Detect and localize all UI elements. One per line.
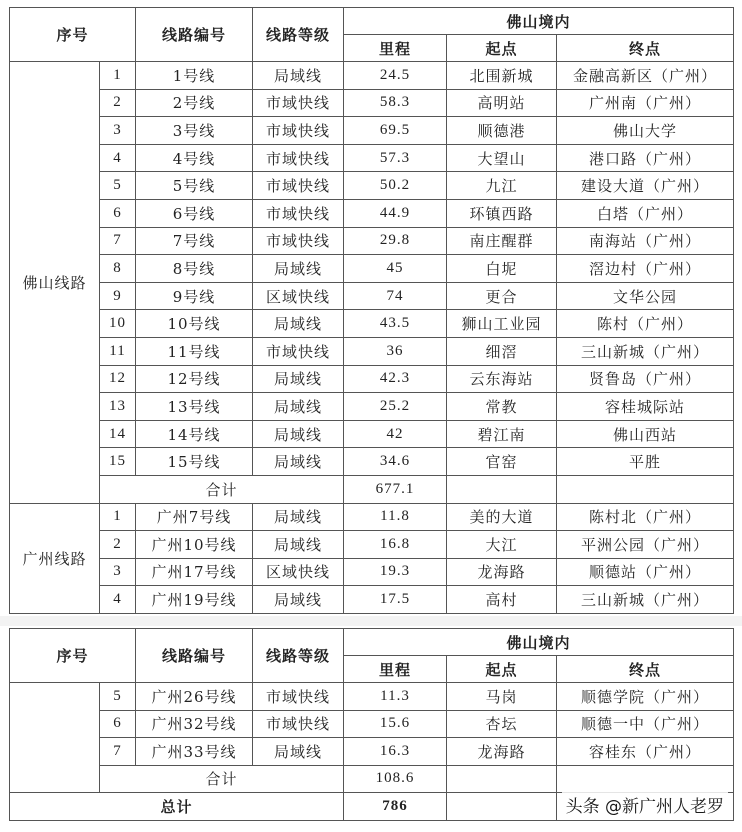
- table-row: [10, 448, 734, 476]
- row-mileage: 16.3: [344, 738, 447, 766]
- row-grade: 市域快线: [253, 710, 344, 738]
- table-row: [10, 710, 734, 738]
- watermark: 头条 @新广州人老罗: [562, 790, 728, 819]
- table-row: [10, 683, 734, 711]
- row-line-code: 15号线: [136, 448, 253, 476]
- row-seq: 8: [100, 255, 136, 283]
- table-row: [10, 738, 734, 766]
- row-line-code: 12号线: [136, 365, 253, 393]
- row-start: 高明站: [447, 89, 557, 117]
- row-line-code: 5号线: [136, 172, 253, 200]
- row-grade: 市域快线: [253, 337, 344, 365]
- row-line-code: 14号线: [136, 420, 253, 448]
- row-seq: 1: [100, 62, 136, 90]
- row-mileage: 45: [344, 255, 447, 283]
- row-grade: 局域线: [253, 255, 344, 283]
- row-end: 顺德一中（广州）: [557, 710, 734, 738]
- row-line-code: 广州32号线: [136, 710, 253, 738]
- header-grade: 线路等级: [253, 629, 344, 683]
- header-end: 终点: [557, 35, 734, 62]
- row-seq: 13: [100, 393, 136, 421]
- row-grade: 市域快线: [253, 144, 344, 172]
- row-mileage: 42: [344, 420, 447, 448]
- row-grade: 市域快线: [253, 117, 344, 145]
- row-seq: 2: [100, 531, 136, 559]
- row-mileage: 50.2: [344, 172, 447, 200]
- empty-cell: [557, 765, 734, 793]
- table-row: [10, 255, 734, 283]
- row-line-code: 广州7号线: [136, 503, 253, 531]
- row-mileage: 57.3: [344, 144, 447, 172]
- row-line-code: 7号线: [136, 227, 253, 255]
- row-seq: 15: [100, 448, 136, 476]
- row-seq: 7: [100, 738, 136, 766]
- row-grade: 局域线: [253, 586, 344, 614]
- grand-total-label: 总计: [10, 793, 344, 821]
- row-mileage: 11.8: [344, 503, 447, 531]
- header-end: 终点: [557, 656, 734, 683]
- row-start: 高村: [447, 586, 557, 614]
- row-end: 容桂东（广州）: [557, 738, 734, 766]
- table-row: [10, 310, 734, 338]
- row-grade: 市域快线: [253, 227, 344, 255]
- row-start: 更合: [447, 282, 557, 310]
- row-seq: 1: [100, 503, 136, 531]
- row-start: 大江: [447, 531, 557, 559]
- row-mileage: 44.9: [344, 199, 447, 227]
- row-end: 陈村（广州）: [557, 310, 734, 338]
- row-seq: 7: [100, 227, 136, 255]
- row-line-code: 4号线: [136, 144, 253, 172]
- header-line-code: 线路编号: [136, 8, 253, 62]
- header-line-code: 线路编号: [136, 629, 253, 683]
- header-mileage: 里程: [344, 656, 447, 683]
- table-row: [10, 365, 734, 393]
- table-row: [10, 282, 734, 310]
- row-mileage: 24.5: [344, 62, 447, 90]
- row-line-code: 广州26号线: [136, 683, 253, 711]
- subtotal-row: [10, 765, 734, 793]
- row-start: 美的大道: [447, 503, 557, 531]
- row-end: 佛山西站: [557, 420, 734, 448]
- row-start: 龙海路: [447, 558, 557, 586]
- row-start: 狮山工业园: [447, 310, 557, 338]
- empty-cell: [447, 475, 557, 503]
- page-break-gap: [0, 616, 742, 626]
- row-end: 贤鲁岛（广州）: [557, 365, 734, 393]
- row-seq: 10: [100, 310, 136, 338]
- row-mileage: 74: [344, 282, 447, 310]
- row-line-code: 9号线: [136, 282, 253, 310]
- row-line-code: 广州19号线: [136, 586, 253, 614]
- table-row: [10, 172, 734, 200]
- row-start: 大望山: [447, 144, 557, 172]
- row-mileage: 11.3: [344, 683, 447, 711]
- table-row: [10, 199, 734, 227]
- row-seq: 5: [100, 172, 136, 200]
- row-start: 九江: [447, 172, 557, 200]
- row-end: 顺德学院（广州）: [557, 683, 734, 711]
- row-start: 白坭: [447, 255, 557, 283]
- row-grade: 市域快线: [253, 172, 344, 200]
- row-mileage: 25.2: [344, 393, 447, 421]
- row-mileage: 19.3: [344, 558, 447, 586]
- subtotal-mileage: 677.1: [344, 475, 447, 503]
- row-start: 南庄醒群: [447, 227, 557, 255]
- empty-cell: [447, 765, 557, 793]
- table-row: [10, 420, 734, 448]
- row-mileage: 36: [344, 337, 447, 365]
- row-end: 建设大道（广州）: [557, 172, 734, 200]
- metro-lines-table-part1: [9, 7, 734, 614]
- row-line-code: 10号线: [136, 310, 253, 338]
- header-start: 起点: [447, 656, 557, 683]
- row-grade: 局域线: [253, 738, 344, 766]
- row-end: 南海站（广州）: [557, 227, 734, 255]
- group-label-continued: [10, 683, 100, 793]
- row-end: 容桂城际站: [557, 393, 734, 421]
- row-grade: 区域快线: [253, 558, 344, 586]
- row-end: 白塔（广州）: [557, 199, 734, 227]
- row-grade: 局域线: [253, 393, 344, 421]
- row-end: 陈村北（广州）: [557, 503, 734, 531]
- row-seq: 12: [100, 365, 136, 393]
- row-seq: 11: [100, 337, 136, 365]
- row-start: 常教: [447, 393, 557, 421]
- table-row: [10, 393, 734, 421]
- row-line-code: 6号线: [136, 199, 253, 227]
- header-grade: 线路等级: [253, 8, 344, 62]
- row-mileage: 16.8: [344, 531, 447, 559]
- table-row: [10, 531, 734, 559]
- row-end: 佛山大学: [557, 117, 734, 145]
- row-seq: 14: [100, 420, 136, 448]
- row-grade: 局域线: [253, 503, 344, 531]
- row-line-code: 广州17号线: [136, 558, 253, 586]
- row-line-code: 广州33号线: [136, 738, 253, 766]
- row-grade: 局域线: [253, 365, 344, 393]
- table-row: [10, 89, 734, 117]
- row-grade: 市域快线: [253, 683, 344, 711]
- row-line-code: 8号线: [136, 255, 253, 283]
- header-foshan-section: 佛山境内: [344, 8, 734, 35]
- table-row: [10, 558, 734, 586]
- row-end: 金融高新区（广州）: [557, 62, 734, 90]
- row-seq: 2: [100, 89, 136, 117]
- row-start: 细滘: [447, 337, 557, 365]
- grand-total-mileage: 786: [344, 793, 447, 821]
- row-grade: 局域线: [253, 420, 344, 448]
- row-seq: 4: [100, 144, 136, 172]
- row-end: 文华公园: [557, 282, 734, 310]
- row-grade: 区域快线: [253, 282, 344, 310]
- row-end: 港口路（广州）: [557, 144, 734, 172]
- row-line-code: 3号线: [136, 117, 253, 145]
- empty-cell: [557, 475, 734, 503]
- subtotal-label: 合计: [100, 765, 344, 793]
- row-mileage: 42.3: [344, 365, 447, 393]
- row-start: 顺德港: [447, 117, 557, 145]
- row-end: 平洲公园（广州）: [557, 531, 734, 559]
- row-line-code: 2号线: [136, 89, 253, 117]
- row-start: 杏坛: [447, 710, 557, 738]
- row-start: 龙海路: [447, 738, 557, 766]
- row-start: 碧江南: [447, 420, 557, 448]
- row-start: 官窑: [447, 448, 557, 476]
- table-row: [10, 144, 734, 172]
- table-row: [10, 503, 734, 531]
- row-line-code: 1号线: [136, 62, 253, 90]
- row-end: 平胜: [557, 448, 734, 476]
- table-row: [10, 62, 734, 90]
- row-seq: 6: [100, 199, 136, 227]
- empty-cell: [447, 793, 557, 821]
- row-grade: 局域线: [253, 62, 344, 90]
- row-mileage: 15.6: [344, 710, 447, 738]
- group-label-guangzhou: 广州线路: [10, 503, 100, 613]
- row-line-code: 广州10号线: [136, 531, 253, 559]
- header-seq: 序号: [10, 629, 136, 683]
- row-mileage: 29.8: [344, 227, 447, 255]
- row-seq: 9: [100, 282, 136, 310]
- table-row: [10, 337, 734, 365]
- row-grade: 局域线: [253, 531, 344, 559]
- group-label-foshan: 佛山线路: [10, 62, 100, 504]
- row-end: 滘边村（广州）: [557, 255, 734, 283]
- row-grade: 市域快线: [253, 89, 344, 117]
- row-mileage: 58.3: [344, 89, 447, 117]
- row-seq: 3: [100, 558, 136, 586]
- table-row: [10, 586, 734, 614]
- row-end: 三山新城（广州）: [557, 337, 734, 365]
- row-mileage: 17.5: [344, 586, 447, 614]
- row-grade: 局域线: [253, 448, 344, 476]
- header-seq: 序号: [10, 8, 136, 62]
- row-seq: 3: [100, 117, 136, 145]
- row-start: 北围新城: [447, 62, 557, 90]
- row-mileage: 69.5: [344, 117, 447, 145]
- subtotal-mileage: 108.6: [344, 765, 447, 793]
- subtotal-row: [10, 475, 734, 503]
- header-foshan-section: 佛山境内: [344, 629, 734, 656]
- table-row: [10, 227, 734, 255]
- row-start: 马岗: [447, 683, 557, 711]
- row-seq: 6: [100, 710, 136, 738]
- row-line-code: 13号线: [136, 393, 253, 421]
- row-mileage: 34.6: [344, 448, 447, 476]
- row-end: 顺德站（广州）: [557, 558, 734, 586]
- row-grade: 市域快线: [253, 199, 344, 227]
- row-end: 广州南（广州）: [557, 89, 734, 117]
- row-mileage: 43.5: [344, 310, 447, 338]
- row-seq: 5: [100, 683, 136, 711]
- row-seq: 4: [100, 586, 136, 614]
- row-start: 云东海站: [447, 365, 557, 393]
- row-start: 环镇西路: [447, 199, 557, 227]
- row-line-code: 11号线: [136, 337, 253, 365]
- table-row: [10, 117, 734, 145]
- row-grade: 局域线: [253, 310, 344, 338]
- subtotal-label: 合计: [100, 475, 344, 503]
- row-end: 三山新城（广州）: [557, 586, 734, 614]
- header-start: 起点: [447, 35, 557, 62]
- header-mileage: 里程: [344, 35, 447, 62]
